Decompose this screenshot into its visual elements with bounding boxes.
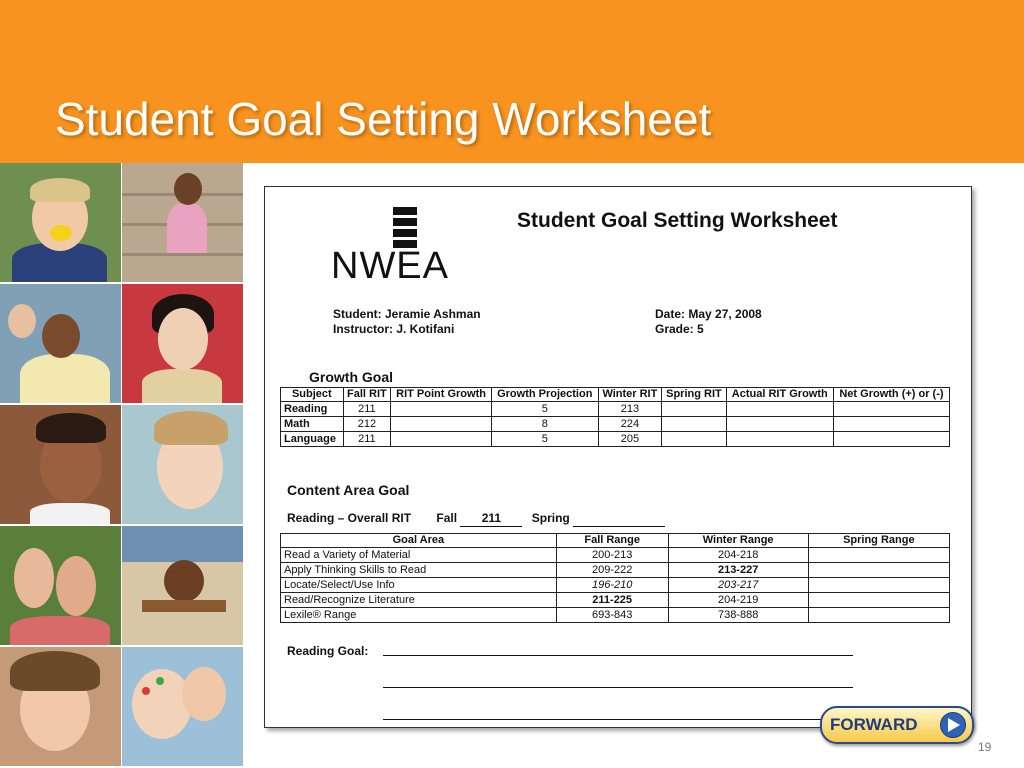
reading-goal-line[interactable]: [383, 687, 853, 688]
reading-overall-rit-line: [287, 511, 665, 527]
table-cell: [391, 417, 492, 432]
row-label: Math: [281, 417, 344, 432]
table-cell: 211: [343, 432, 391, 447]
column-header: Goal Area: [281, 534, 557, 548]
table-row: [281, 432, 950, 447]
table-row: [281, 563, 950, 578]
photo-raised-hands: [0, 526, 121, 645]
table-cell: [808, 548, 949, 563]
slide-header: [0, 0, 1024, 163]
table-cell: 5: [491, 432, 598, 447]
photo-boy-with-lemon: [0, 163, 121, 282]
table-cell: [662, 417, 726, 432]
date-grade-info: [655, 307, 762, 337]
table-cell: 200-213: [556, 548, 668, 563]
growth-goal-table: [280, 387, 950, 447]
table-cell: 211-225: [556, 593, 668, 608]
fall-label: Fall: [436, 511, 458, 525]
row-label: Language: [281, 432, 344, 447]
table-cell: [808, 563, 949, 578]
table-cell: [808, 593, 949, 608]
table-cell: 8: [491, 417, 598, 432]
table-cell: 209-222: [556, 563, 668, 578]
row-label: Apply Thinking Skills to Read: [281, 563, 557, 578]
table-cell: [391, 432, 492, 447]
row-label: Lexile® Range: [281, 608, 557, 623]
student-info: [333, 307, 481, 337]
table-cell: [833, 432, 949, 447]
content-area-table: [280, 533, 950, 623]
column-header: Spring Range: [808, 534, 949, 548]
forward-button-label: FORWARD: [830, 715, 918, 734]
table-cell: 213-227: [668, 563, 808, 578]
table-cell: 693-843: [556, 608, 668, 623]
table-cell: [662, 402, 726, 417]
spring-label: Spring: [531, 511, 570, 525]
column-header: Winter RIT: [598, 388, 662, 402]
row-label: Locate/Select/Use Info: [281, 578, 557, 593]
slide-title: Student Goal Setting Worksheet: [55, 93, 712, 145]
photo-girls-reaching: [0, 284, 121, 403]
table-cell: [808, 608, 949, 623]
row-label: Read a Variety of Material: [281, 548, 557, 563]
table-row: [281, 402, 950, 417]
table-cell: 224: [598, 417, 662, 432]
table-cell: 738-888: [668, 608, 808, 623]
column-header: Net Growth (+) or (-): [833, 388, 949, 402]
photo-girl-paint-hand: [122, 647, 243, 766]
photo-two-children: [0, 405, 121, 524]
photo-boy-at-desk: [122, 526, 243, 645]
play-arrow-icon: [940, 712, 966, 738]
column-header: Fall RIT: [343, 388, 391, 402]
reading-goal-label: Reading Goal:: [287, 644, 369, 658]
table-cell: 213: [598, 402, 662, 417]
table-cell: [391, 402, 492, 417]
content-area-goal-heading: Content Area Goal: [287, 482, 410, 498]
row-label: Reading: [281, 402, 344, 417]
column-header: Fall Range: [556, 534, 668, 548]
instructor-name: Instructor: J. Kotifani: [333, 322, 455, 336]
table-row: [281, 578, 950, 593]
table-cell: [808, 578, 949, 593]
table-cell: [726, 417, 833, 432]
photo-painted-hand: [0, 647, 121, 766]
forward-button[interactable]: [820, 706, 974, 744]
page-number: 19: [978, 740, 992, 754]
reading-goal-line[interactable]: [383, 655, 853, 656]
table-cell: [833, 402, 949, 417]
table-cell: 5: [491, 402, 598, 417]
row-label: Read/Recognize Literature: [281, 593, 557, 608]
column-header: Growth Projection: [491, 388, 598, 402]
column-header: Spring RIT: [662, 388, 726, 402]
student-name: Student: Jeramie Ashman: [333, 307, 481, 321]
table-row: [281, 417, 950, 432]
table-cell: 203-217: [668, 578, 808, 593]
photo-boy-sidelong: [122, 405, 243, 524]
column-header: Actual RIT Growth: [726, 388, 833, 402]
column-header: Subject: [281, 388, 344, 402]
table-row: [281, 608, 950, 623]
photo-girl-on-stairs: [122, 163, 243, 282]
fall-value: 211: [460, 511, 522, 527]
column-header: Winter Range: [668, 534, 808, 548]
worksheet-document: [264, 186, 972, 728]
date: Date: May 27, 2008: [655, 307, 762, 321]
growth-goal-heading: Growth Goal: [309, 369, 393, 385]
table-cell: 204-219: [668, 593, 808, 608]
photo-girl-headphones: [122, 284, 243, 403]
table-row: [281, 593, 950, 608]
table-cell: [726, 432, 833, 447]
table-cell: 196-210: [556, 578, 668, 593]
photo-collage: [0, 163, 244, 768]
table-cell: 211: [343, 402, 391, 417]
table-cell: [726, 402, 833, 417]
table-row: [281, 548, 950, 563]
table-cell: 205: [598, 432, 662, 447]
table-cell: 204-218: [668, 548, 808, 563]
table-cell: 212: [343, 417, 391, 432]
column-header: RIT Point Growth: [391, 388, 492, 402]
worksheet-title: Student Goal Setting Worksheet: [517, 209, 838, 232]
table-cell: [662, 432, 726, 447]
grade: Grade: 5: [655, 322, 704, 336]
reading-goal-line[interactable]: [383, 719, 853, 720]
logo-text: NWEA: [331, 245, 449, 287]
table-cell: [833, 417, 949, 432]
reading-overall-rit-label: Reading – Overall RIT: [287, 511, 412, 525]
